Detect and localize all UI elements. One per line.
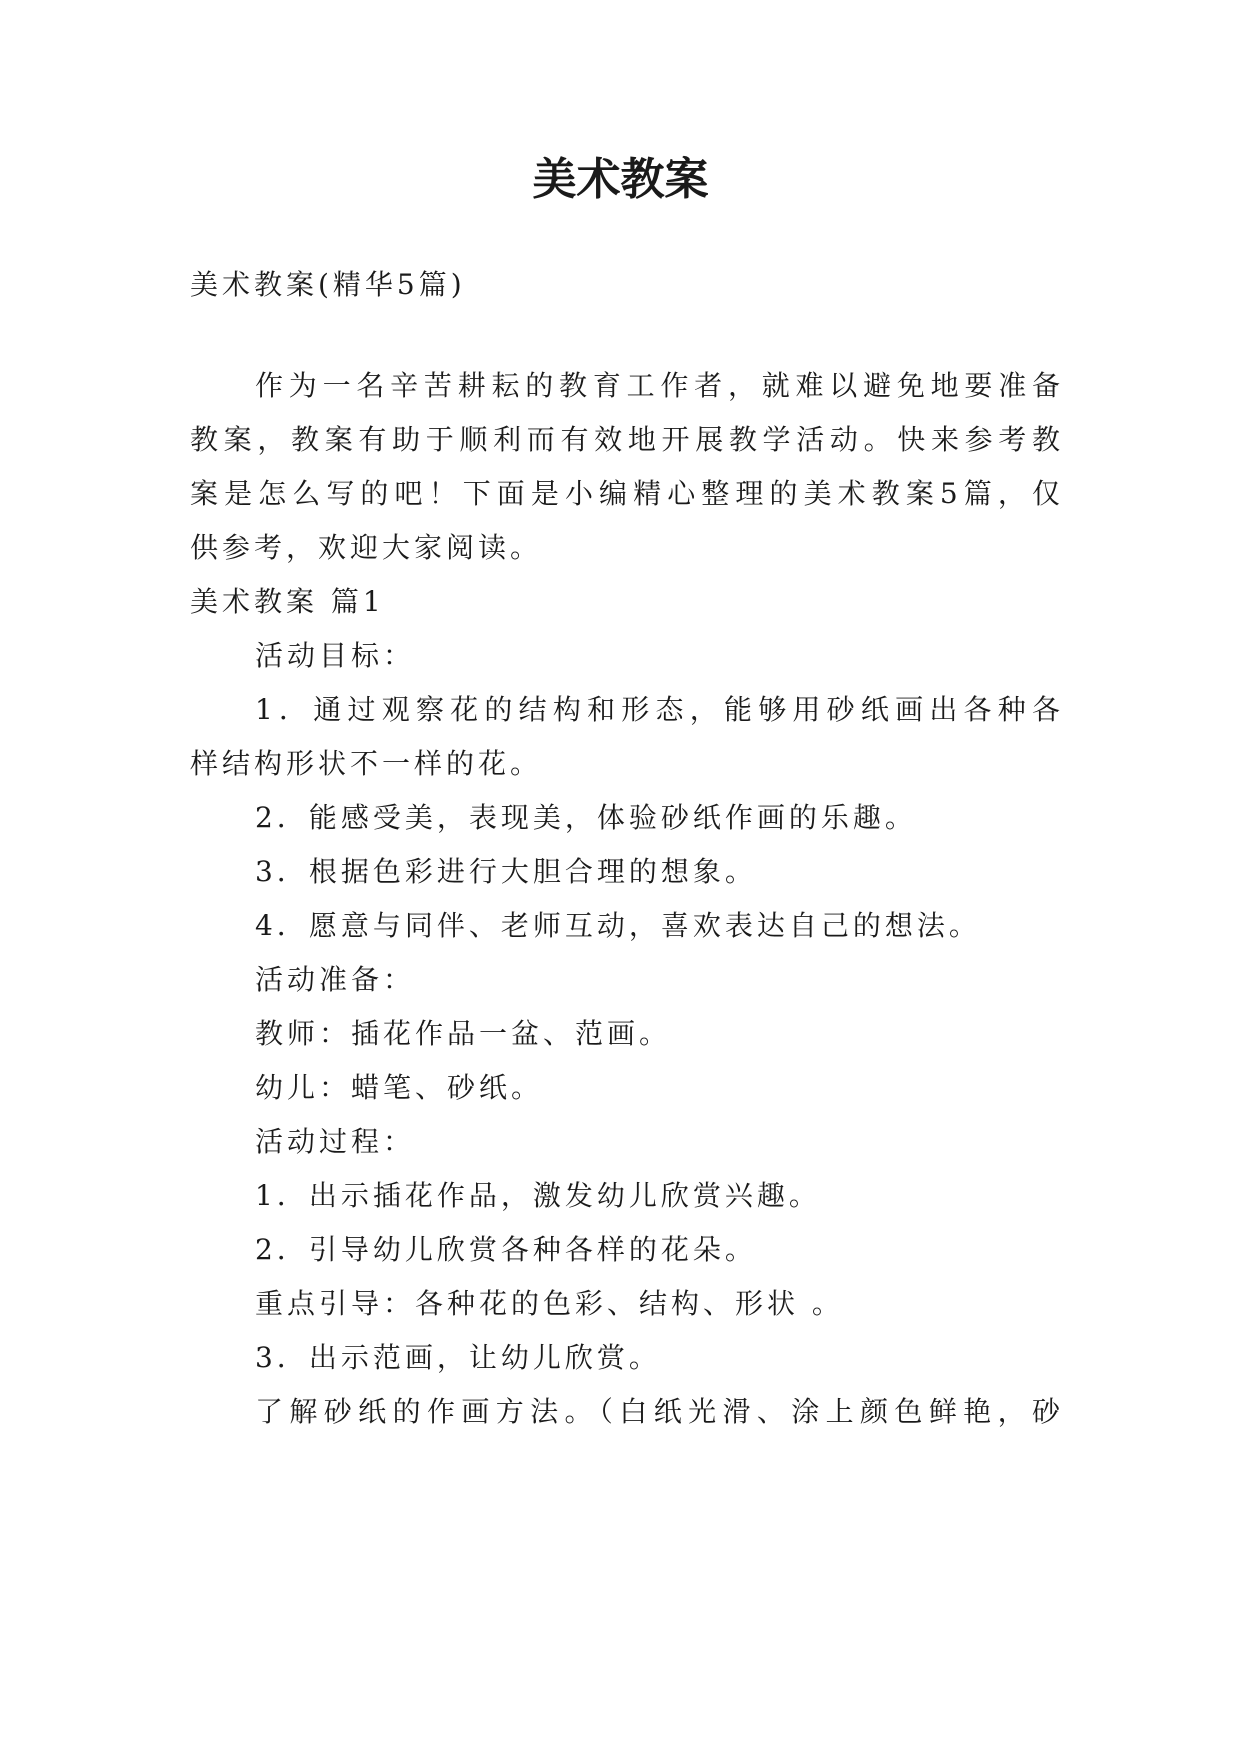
- activity-goals-heading: 活动目标：: [255, 639, 416, 672]
- subtitle: 美术教案(精华5篇): [190, 268, 466, 301]
- goal-3: 3．根据色彩进行大胆合理的想象。: [255, 855, 757, 888]
- goal-4: 4．愿意与同伴、老师互动，喜欢表达自己的想法。: [255, 909, 981, 942]
- process-step-1: 1．出示插花作品，激发幼儿欣赏兴趣。: [255, 1179, 821, 1212]
- section-heading: 美术教案 篇1: [190, 585, 385, 618]
- process-step-2: 2．引导幼儿欣赏各种各样的花朵。: [255, 1233, 757, 1266]
- goal-1-line-1: 1．通过观察花的结构和形态，能够用砂纸画出各种各: [255, 693, 1060, 726]
- document-title: 美术教案: [532, 154, 709, 205]
- process-focus: 重点引导：各种花的色彩、结构、形状 。: [255, 1287, 844, 1320]
- process-step-3: 3．出示范画，让幼儿欣赏。: [255, 1341, 661, 1374]
- intro-line-1: 作为一名辛苦耕耘的教育工作者，就难以避免地要准备: [255, 369, 1060, 402]
- activity-process-heading: 活动过程：: [255, 1125, 416, 1158]
- prep-teacher: 教师：插花作品一盆、范画。: [255, 1017, 672, 1050]
- intro-line-4: 供参考，欢迎大家阅读。: [190, 531, 543, 564]
- goal-1-line-2: 样结构形状不一样的花。: [190, 747, 543, 780]
- activity-prep-heading: 活动准备：: [255, 963, 416, 996]
- goal-2: 2．能感受美，表现美，体验砂纸作画的乐趣。: [255, 801, 917, 834]
- process-method: 了解砂纸的作画方法。（白纸光滑、涂上颜色鲜艳，砂: [255, 1395, 1060, 1428]
- prep-children: 幼儿：蜡笔、砂纸。: [255, 1071, 544, 1104]
- intro-line-3: 案是怎么写的吧！下面是小编精心整理的美术教案5篇，仅: [190, 477, 1060, 510]
- intro-line-2: 教案，教案有助于顺利而有效地开展教学活动。快来参考教: [190, 423, 1060, 456]
